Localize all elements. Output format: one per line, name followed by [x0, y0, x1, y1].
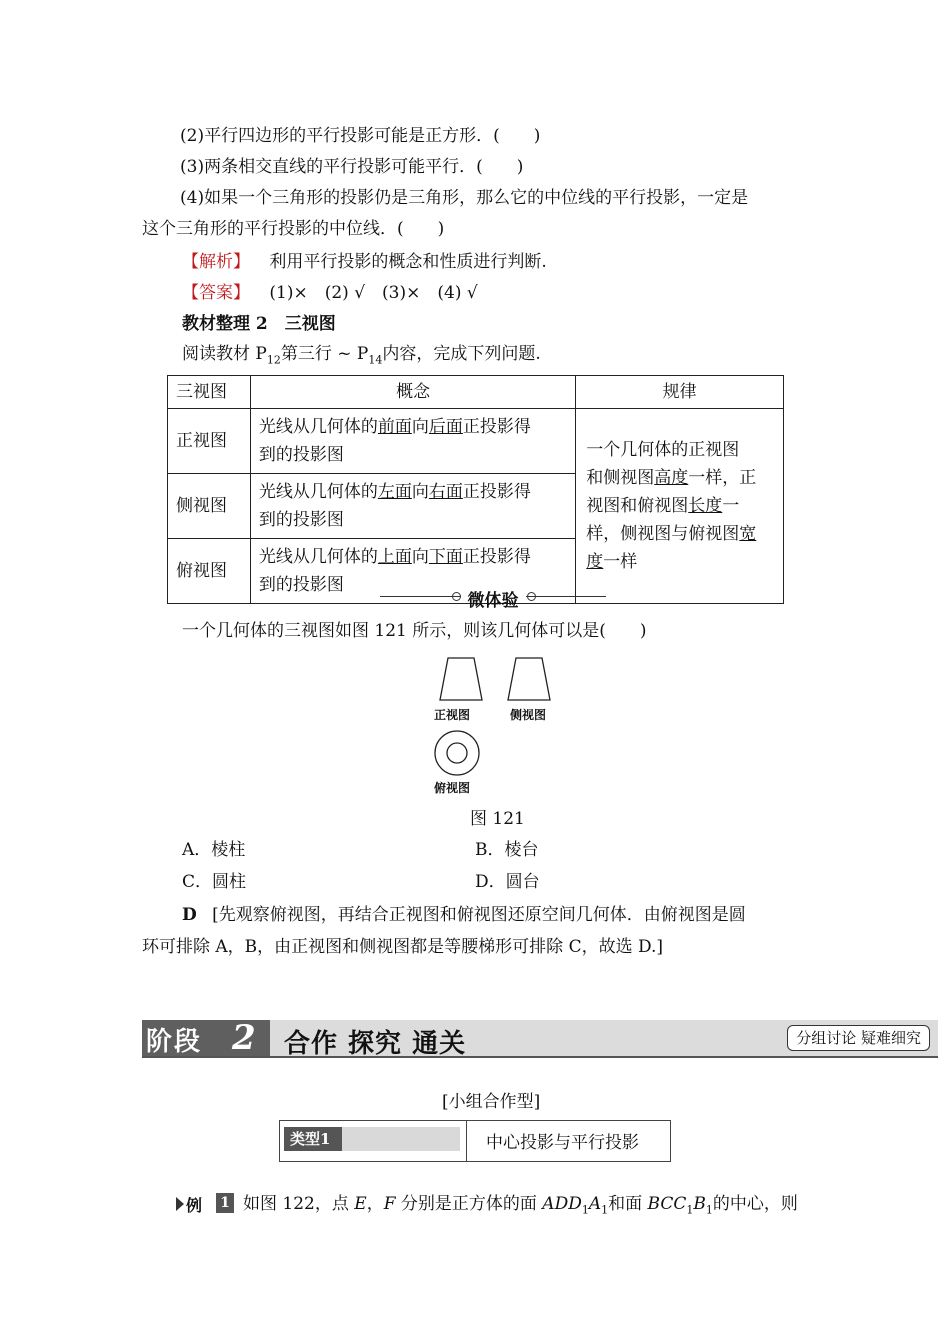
- analysis-label: 【解析】: [182, 252, 250, 272]
- option-b: B．棱台: [475, 840, 539, 860]
- option-d: D．圆台: [475, 872, 540, 892]
- answer-text: (1)× (2) √ (3)× (4) √: [269, 283, 478, 303]
- micro-question: 一个几何体的三视图如图 121 所示，则该几何体可以是( ): [182, 621, 647, 641]
- option-a: A．棱柱: [182, 840, 246, 860]
- stage-title: 合作 探究 通关: [284, 1029, 467, 1059]
- section-title: 教材整理 2 三视图: [182, 314, 336, 334]
- question-3: (3)两条相交直线的平行投影可能平行．( ): [180, 157, 524, 177]
- group-title: [小组合作型]: [442, 1092, 541, 1112]
- stage-number: 2: [232, 1018, 256, 1058]
- solution-letter: D: [182, 905, 197, 925]
- side-view-trapezoid: [508, 658, 550, 700]
- example-number: 1: [216, 1193, 234, 1213]
- question-4-line2: 这个三角形的平行投影的中位线．( ): [142, 219, 445, 239]
- table-row: [168, 409, 784, 474]
- view-name: 正视图: [168, 409, 251, 474]
- view-concept: 光线从几何体的前面向后面正投影得 到的投影图: [250, 409, 575, 474]
- table-header: 三视图: [168, 376, 251, 409]
- type-text: 中心投影与平行投影: [486, 1133, 639, 1153]
- figure-caption: 图 121: [470, 809, 525, 829]
- micro-experience-label: 微体验: [467, 591, 519, 611]
- front-view-label: 正视图: [434, 708, 471, 722]
- triangle-icon: [176, 1197, 184, 1211]
- type-box: [279, 1120, 671, 1162]
- three-view-table: [167, 375, 784, 604]
- stage-tag: 分组讨论 疑难细究: [787, 1025, 930, 1051]
- example-label: 例: [186, 1196, 203, 1215]
- side-view-label: 侧视图: [510, 708, 547, 722]
- solution-line1: D [先观察俯视图，再结合正视图和俯视图还原空间几何体．由俯视图是圆: [182, 905, 746, 925]
- top-view-inner-circle: [447, 743, 467, 763]
- stage-block: [142, 1020, 270, 1056]
- front-view-trapezoid: [440, 658, 482, 700]
- view-rule: 一个几何体的正视图 和侧视图高度一样，正 视图和俯视图长度一 样，侧视图与俯视图宽 度一样: [576, 409, 784, 604]
- reading-instruction: 阅读教材 $P_{12}$第三行 ~ $P_{14}$内容，完成下列问题.: [182, 344, 541, 367]
- option-c: C．圆柱: [182, 872, 247, 892]
- answer-label: 【答案】: [182, 283, 250, 303]
- view-concept: 光线从几何体的上面向下面正投影得 到的投影图: [250, 539, 575, 604]
- table-header: 概念: [250, 376, 575, 409]
- top-view-label: 俯视图: [434, 781, 471, 795]
- stage-label: 阶段: [146, 1027, 203, 1057]
- micro-experience-divider: [380, 586, 606, 611]
- stage-banner: [142, 1020, 938, 1058]
- type-label: 类型1: [284, 1127, 342, 1151]
- table-header-row: [168, 376, 784, 409]
- analysis-text: 利用平行投影的概念和性质进行判断.: [269, 252, 547, 272]
- question-4-line1: (4)如果一个三角形的投影仍是三角形，那么它的中位线的平行投影，一定是: [180, 188, 749, 208]
- table-header: 规律: [576, 376, 784, 409]
- solution-line2: 环可排除 A，B，由正视图和侧视图都是等腰梯形可排除 C，故选 D.]: [142, 937, 664, 957]
- view-name: 侧视图: [168, 474, 251, 539]
- question-2: (2)平行四边形的平行投影可能是正方形．( ): [180, 126, 541, 146]
- top-view-outer-circle: [435, 731, 479, 775]
- answer: [182, 279, 478, 307]
- view-name: 俯视图: [168, 539, 251, 604]
- example-text: 如图 122，点 E，F 分别是正方体的面 $ADD_1A_1$和面 $BCC_1B_1$的中心，则: [243, 1194, 798, 1217]
- view-concept: 光线从几何体的左面向右面正投影得 到的投影图: [250, 474, 575, 539]
- analysis: [182, 248, 547, 276]
